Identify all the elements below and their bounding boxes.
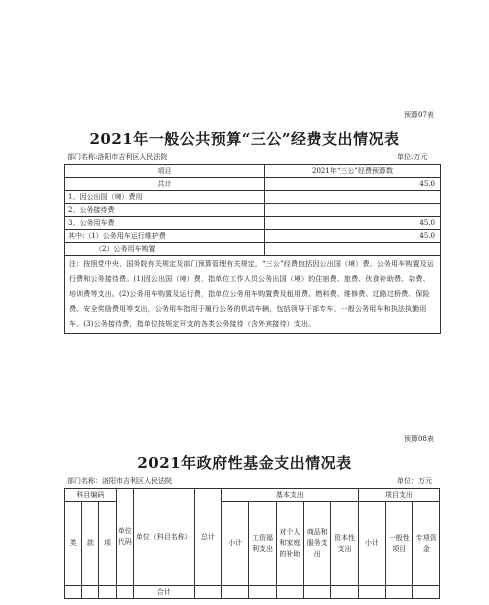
table-row [65, 217, 441, 230]
header-subtotal: 小计 [222, 502, 249, 586]
header-proj-subtotal: 小计 [358, 502, 385, 586]
row-value: 45.0 [265, 230, 441, 243]
unit-label: 单位：万元 [397, 477, 432, 485]
row-value: 45.0 [265, 178, 441, 191]
page-title: 2021年政府性基金支出情况表 [137, 454, 352, 472]
total-row-label: 合计 [133, 586, 194, 599]
three-public-expense-table [64, 164, 441, 334]
row-label: （2）公务用车购置 [65, 243, 265, 256]
government-fund-table [64, 488, 440, 599]
header-wage: 工资福利支出 [249, 502, 276, 586]
header-item: 项目 [65, 165, 265, 178]
table-header-row [65, 165, 441, 178]
table-row [65, 230, 441, 243]
header-total: 总计 [194, 489, 221, 586]
table-number-tag: 预算08表 [404, 435, 434, 443]
header-amount: 2021年“三公”经费预算数 [265, 165, 441, 178]
header-subject-code: 科目编码 [65, 489, 117, 502]
row-label: 2、公务接待费 [65, 204, 265, 217]
row-label: 1、因公出国（境）费用 [65, 191, 265, 204]
row-label: 其中:（1）公务用车运行维护费 [65, 230, 265, 243]
header-general: 一般性项目 [386, 502, 413, 586]
table-note: 注：按照党中央、国务院有关规定及部门预算管理有关规定，“三公”经费包括因公出国（境）费、公务用车购置及运行费和公务接待费。(1)因公出国（境）费，指单位工作人员公务出国（境）的住宿费、旅费、伙食补助费、杂费、培训费等支出。(2)公务用车购置及运行费，指单位公务用车购置费及租用费、燃料费、维修费、过路过桥费、保险费、安全奖励费用等支出，公务用车指用于履行公务的机动车辆，包括领导干部专车、一般公务用车和执法执勤用车。(3)公务接待费，指单位按规定开支的各类公务接待（含外宾接待）支出。 [65, 256, 441, 334]
header-kuan: 款 [82, 502, 99, 586]
table-row [65, 204, 441, 217]
row-value [265, 191, 441, 204]
row-value: 45.0 [265, 217, 441, 230]
header-individual: 对个人和家庭的补助 [276, 502, 303, 586]
row-value [265, 204, 441, 217]
header-lei: 类 [65, 502, 82, 586]
header-project: 项目支出 [358, 489, 439, 502]
header-special: 专项资金 [413, 502, 440, 586]
row-label: 共计 [65, 178, 265, 191]
unit-label: 单位:万元 [397, 153, 428, 161]
header-unit-code: 单位代码 [116, 489, 133, 586]
row-label: 3、公务用车费 [65, 217, 265, 230]
department-name: 部门名称：洛阳市吉利区人民法院 [67, 477, 172, 485]
table-row [65, 243, 441, 256]
header-capital: 资本性支出 [331, 502, 358, 586]
table-number-tag: 预算07表 [404, 111, 434, 119]
table-header-row [65, 489, 440, 502]
header-xiang: 项 [99, 502, 116, 586]
department-name: 部门名称:洛阳市吉利区人民法院 [67, 153, 168, 161]
header-unit-name: 单位（科目名称） [133, 489, 194, 586]
table-row [65, 191, 441, 204]
row-value [265, 243, 441, 256]
header-basic: 基本支出 [222, 489, 359, 502]
table-row [65, 586, 440, 599]
header-goods: 商品和服务支出 [304, 502, 331, 586]
table-row [65, 178, 441, 191]
page-title: 2021年一般公共预算“三公”经费支出情况表 [89, 130, 400, 148]
note-row [65, 256, 441, 334]
